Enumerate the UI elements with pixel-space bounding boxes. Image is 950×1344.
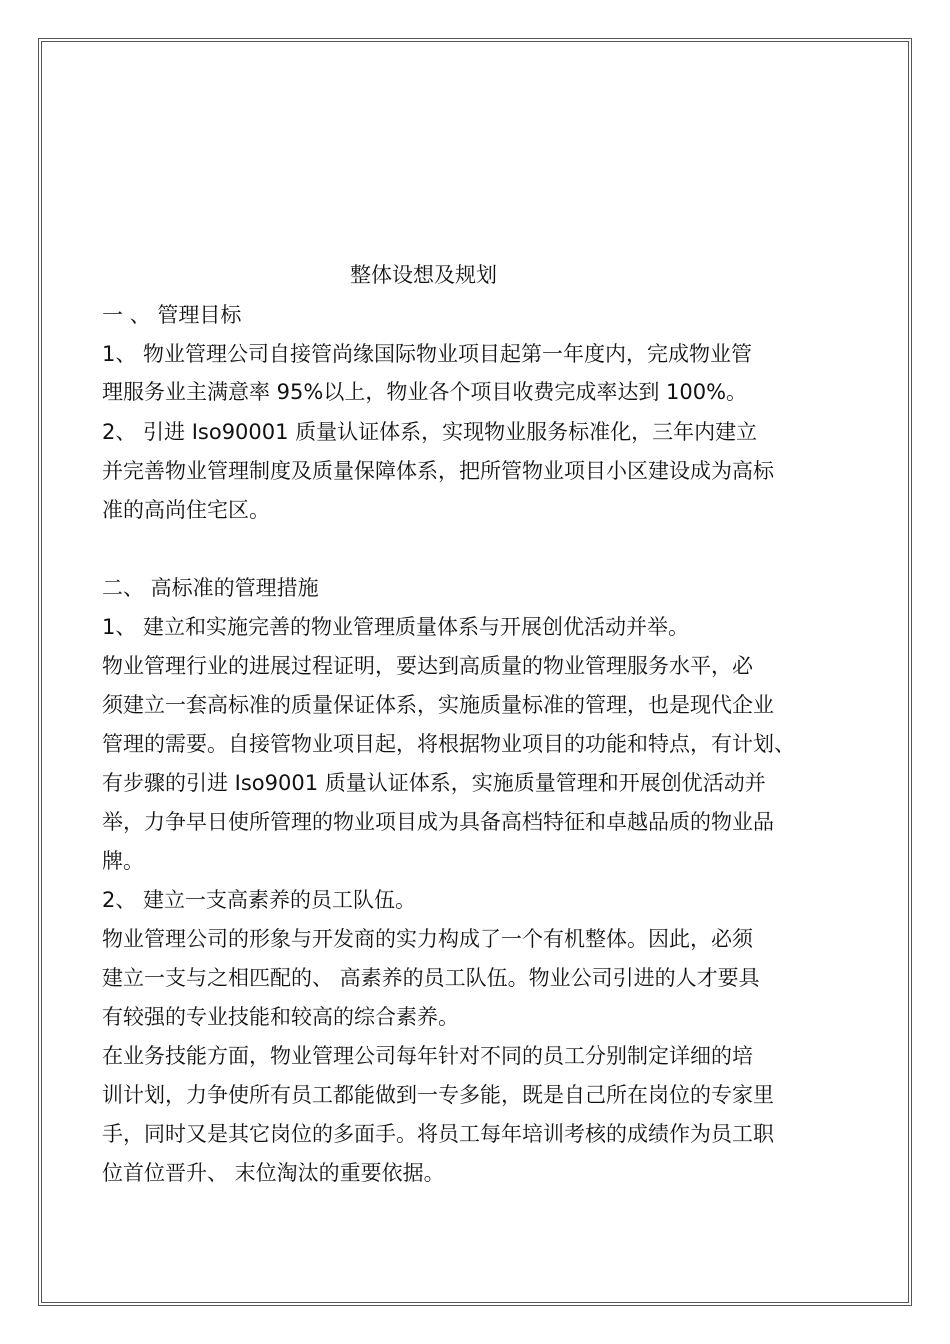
paragraph-line: 须建立一套高标准的质量保证体系，实施质量标准的管理，也是现代企业 xyxy=(102,693,774,717)
paragraph-line: 物业管理行业的进展过程证明，要达到高质量的物业管理服务水平，必 xyxy=(102,654,753,678)
paragraph-line: 有较强的专业技能和较高的综合素养。 xyxy=(102,1005,459,1029)
paragraph-line: 管理的需要。自接管物业项目起，将根据物业项目的功能和特点，有计划、 xyxy=(102,732,795,756)
paragraph-line: 有步骤的引进 Iso9001 质量认证体系，实施质量管理和开展创优活动并 xyxy=(102,771,766,795)
paragraph-line: 训计划，力争使所有员工都能做到一专多能，既是自己所在岗位的专家里 xyxy=(102,1083,774,1107)
paragraph-line: 并完善物业管理制度及质量保障体系，把所管物业项目小区建设成为高标 xyxy=(102,459,774,483)
section-heading-2: 二、 高标准的管理措施 xyxy=(102,576,319,600)
paragraph-line: 在业务技能方面，物业管理公司每年针对不同的员工分别制定详细的培 xyxy=(102,1044,753,1068)
paragraph-line: 建立一支与之相匹配的、 高素养的员工队伍。物业公司引进的人才要具 xyxy=(102,966,760,990)
paragraph-line: 牌。 xyxy=(102,849,144,873)
section-heading-1: 一 、 管理目标 xyxy=(102,303,242,327)
paragraph-line: 1、 建立和实施完善的物业管理质量体系与开展创优活动并举。 xyxy=(102,615,690,639)
paragraph-line: 2、 引进 Iso90001 质量认证体系，实现物业服务标准化，三年内建立 xyxy=(102,420,758,444)
document-title: 整体设想及规划 xyxy=(350,263,497,287)
paragraph-line: 手，同时又是其它岗位的多面手。将员工每年培训考核的成绩作为员工职 xyxy=(102,1122,774,1146)
paragraph-line: 物业管理公司的形象与开发商的实力构成了一个有机整体。因此，必须 xyxy=(102,927,753,951)
paragraph-line: 准的高尚住宅区。 xyxy=(102,498,270,522)
paragraph-line: 理服务业主满意率 95%以上，物业各个项目收费完成率达到 100%。 xyxy=(102,380,748,404)
paragraph-line: 1、 物业管理公司自接管尚缘国际物业项目起第一年度内，完成物业管 xyxy=(102,342,753,366)
paragraph-line: 举，力争早日使所管理的物业项目成为具备高档特征和卓越品质的物业品 xyxy=(102,810,774,834)
paragraph-line: 2、 建立一支高素养的员工队伍。 xyxy=(102,888,417,912)
paragraph-line: 位首位晋升、 末位淘汰的重要依据。 xyxy=(102,1161,445,1185)
